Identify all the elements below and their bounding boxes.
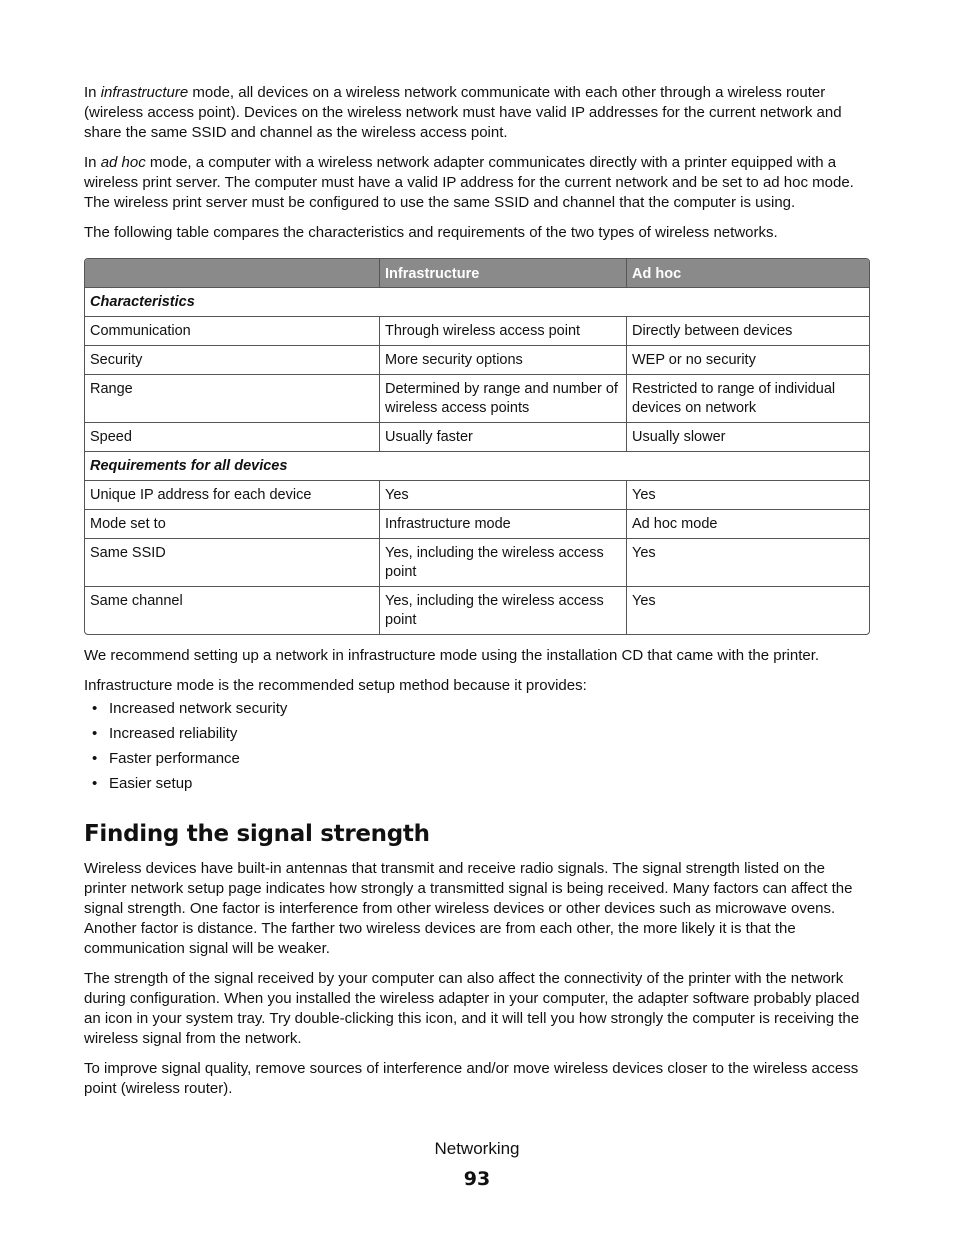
table-header-cell — [85, 259, 380, 288]
table-cell: Communication — [85, 317, 380, 346]
section-label-requirements: Requirements for all devices — [85, 452, 869, 481]
table-cell: Through wireless access point — [380, 317, 627, 346]
table-cell: Directly between devices — [627, 317, 869, 346]
recommendation-paragraph: We recommend setting up a network in infrastructure mode using the installation CD that came with the printer. — [84, 647, 820, 664]
table-cell: Yes — [632, 593, 656, 609]
table-cell: Yes — [627, 539, 869, 587]
footer-chapter-label: Networking — [434, 1139, 520, 1158]
table-section-row — [85, 288, 869, 317]
table-cell: Restricted to range of individual devices on network — [627, 375, 869, 423]
benefits-lead-paragraph: Infrastructure mode is the recommended setup method because it provides: — [84, 677, 587, 694]
table-cell: Yes — [627, 481, 869, 510]
table-header-infrastructure: Infrastructure — [380, 259, 627, 288]
list-item: • Increased reliability — [109, 724, 870, 749]
table-cell: Usually faster — [380, 423, 627, 452]
table-row — [85, 510, 869, 539]
intro-paragraph-table-lead: The following table compares the characteristics and requirements of the two types of wireless networks. — [84, 224, 778, 241]
table-cell: Yes, including the wireless access point — [380, 539, 627, 587]
page-number: 93 — [463, 1168, 491, 1190]
table-cell: More security options — [380, 346, 627, 375]
table-cell: Determined by range and number of wireless access points — [380, 375, 627, 423]
table-cell: Unique IP address for each device — [85, 481, 380, 510]
table-row — [85, 539, 869, 587]
signal-paragraph-1: Wireless devices have built-in antennas that transmit and receive radio signals. The signal strength listed on the printer network setup page indicates how strongly a transmitted signal is being received. Many factors can affect the signal strength. One factor is interference from other wireless devices or other devices such as microwave ovens. Another factor is distance. The farther two wireless devices are from each other, the more likely it is that the communication signal will be weaker. — [84, 860, 853, 957]
table-cell: Usually slower — [627, 423, 869, 452]
table-row — [85, 423, 869, 452]
section-heading: Finding the signal strength — [84, 821, 430, 847]
table-cell: Security — [85, 346, 380, 375]
table-cell: Ad hoc mode — [627, 510, 869, 539]
table-cell: Yes — [380, 481, 627, 510]
table-row — [85, 481, 869, 510]
signal-paragraph-3: To improve signal quality, remove sources of interference and/or move wireless devices closer to the wireless access point (wireless router). — [84, 1060, 859, 1097]
list-item: • Faster performance — [109, 749, 870, 774]
table-row — [85, 317, 869, 346]
table-row — [85, 587, 869, 634]
signal-paragraph-2: The strength of the signal received by your computer can also affect the connectivity of the printer with the network during configuration. When you installed the wireless adapter in your computer, the adapter software probably placed an icon in your system tray. Try double-clicking this icon, and it will tell you how strongly the computer is receiving the wireless signal from the network. — [84, 970, 860, 1047]
benefits-list — [84, 699, 870, 799]
table-cell: Speed — [85, 423, 380, 452]
page-content — [84, 83, 870, 1109]
table-cell: WEP or no security — [627, 346, 869, 375]
table-cell: Same SSID — [85, 539, 380, 587]
table-cell: Infrastructure mode — [380, 510, 627, 539]
table-row — [85, 375, 869, 423]
list-item: • Easier setup — [109, 774, 870, 799]
table-cell: Yes, including the wireless access point — [380, 587, 627, 634]
comparison-table — [84, 258, 870, 635]
table-section-row — [85, 452, 869, 481]
table-cell: Same channel — [85, 587, 380, 634]
intro-paragraph-infrastructure: In infrastructure mode, all devices on a wireless network communicate with each other through a wireless router (wireless access point). Devices on the wireless network must have valid IP addresses for the current network and share the same SSID and channel as the wireless access point. — [84, 84, 842, 141]
table-cell: Range — [85, 375, 380, 423]
table-header-adhoc: Ad hoc — [627, 259, 869, 288]
table-cell: Mode set to — [85, 510, 380, 539]
intro-paragraph-adhoc: In ad hoc mode, a computer with a wireless network adapter communicates directly with a printer equipped with a wireless print server. The computer must have a valid IP address for the current network and be set to ad hoc mode. The wireless print server must be configured to use the same SSID and channel that the computer is using. — [84, 154, 854, 211]
section-label-characteristics: Characteristics — [85, 288, 869, 317]
table-header-row — [85, 259, 869, 288]
table-row — [85, 346, 869, 375]
list-item: • Increased network security — [109, 699, 870, 724]
